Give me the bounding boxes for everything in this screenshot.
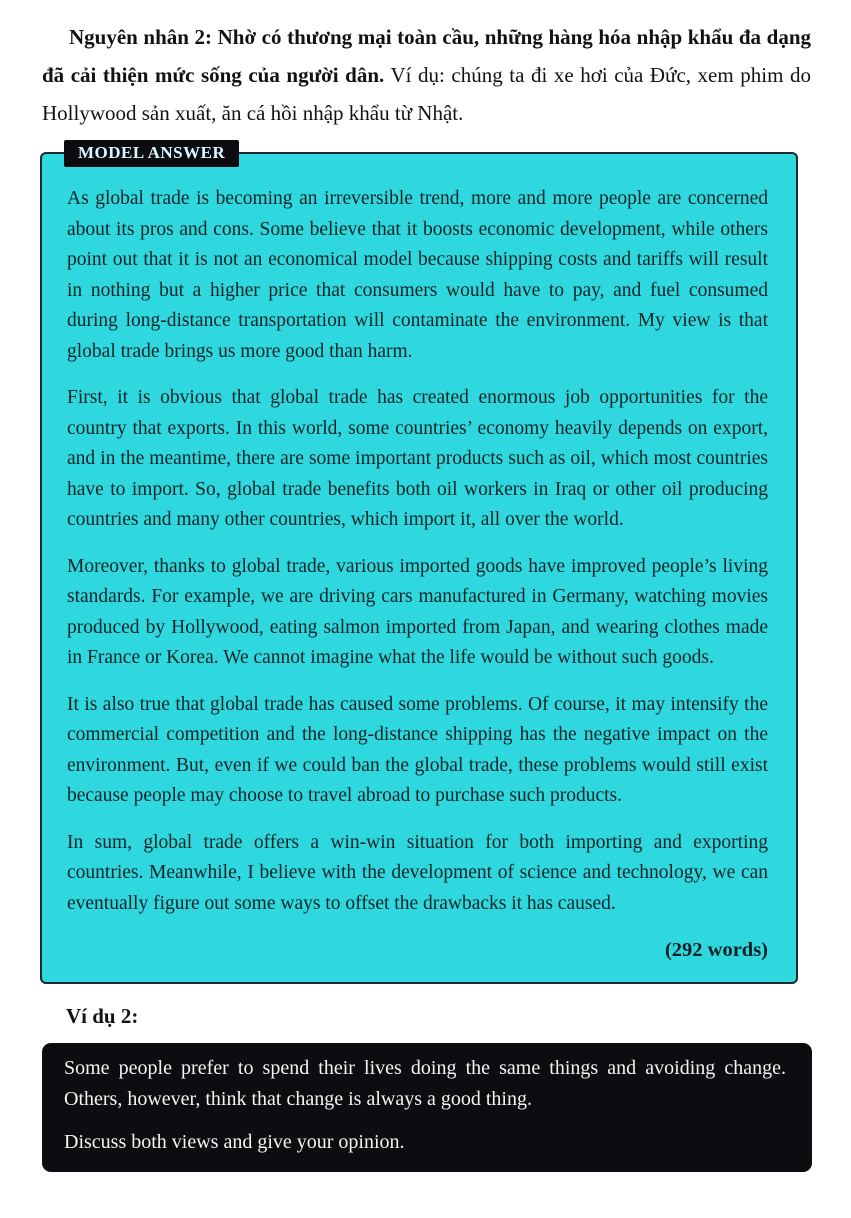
intro-paragraph-bold: Nguyên nhân 2: Nhờ có thương mại toàn cầu, những hàng hóa nhập khẩu đa dạng đã cải thiện mức sống của người dân. bbox=[42, 25, 811, 87]
essay-paragraph-1: As global trade is becoming an irreversible trend, more and more people are concerned about its pros and cons. Some believe that it boosts economic development, while others point out that it is not an economical model because shipping costs and tariffs will result in nothing but a higher price that consumers would have to pay, and fuel consumed during long-distance transportation will contaminate the environment. My view is that global trade brings us more good than harm. bbox=[67, 188, 768, 362]
page bbox=[0, 18, 851, 1172]
word-count: (292 words) bbox=[664, 939, 768, 961]
model-answer-badge bbox=[64, 140, 239, 167]
model-answer-panel bbox=[40, 152, 798, 984]
model-answer-badge-label: MODEL ANSWER bbox=[78, 143, 226, 162]
essay-paragraph-2: First, it is obvious that global trade has created enormous job opportunities for the country that exports. In this world, some countries’ economy heavily depends on export, and in the meantime, there are some important products such as oil, which most countries have to import. So, global trade benefits both oil workers in Iraq or other oil producing countries and many other countries, which import it, all over the world. bbox=[67, 387, 768, 530]
intro-paragraph bbox=[42, 18, 811, 132]
essay-paragraph-4: It is also true that global trade has caused some problems. Of course, it may intensify the commercial competition and the long-distance shipping has the negative impact on the environment. But, even if we could ban the global trade, these problems would still exist because people may choose to travel abroad to purchase such products. bbox=[67, 693, 768, 806]
example-label: Ví dụ 2: bbox=[66, 1003, 139, 1028]
intro-paragraph-regular: Ví dụ: chúng ta đi xe hơi của Đức, xem phim do Hollywood sản xuất, ăn cá hồi nhập khẩu từ Nhật. bbox=[42, 63, 811, 125]
prompt-line-1: Some people prefer to spend their lives doing the same things and avoiding change. Others, however, think that change is always a good thing. bbox=[64, 1056, 786, 1110]
prompt-line-2: Discuss both views and give your opinion. bbox=[64, 1130, 405, 1153]
essay-prompt-box bbox=[42, 1043, 812, 1172]
essay-paragraph-3: Moreover, thanks to global trade, various imported goods have improved people’s living standards. For example, we are driving cars manufactured in Germany, watching movies produced by Hollywood, eating salmon imported from Japan, and wearing clothes made in France or Korea. We cannot imagine what the life would be without such goods. bbox=[67, 555, 768, 668]
model-answer-section bbox=[40, 143, 798, 984]
essay-paragraph-5: In sum, global trade offers a win-win situation for both importing and exporting countries. Meanwhile, I believe with the development of science and technology, we can eventually figure out some ways to offset the drawbacks it has caused. bbox=[67, 831, 768, 914]
